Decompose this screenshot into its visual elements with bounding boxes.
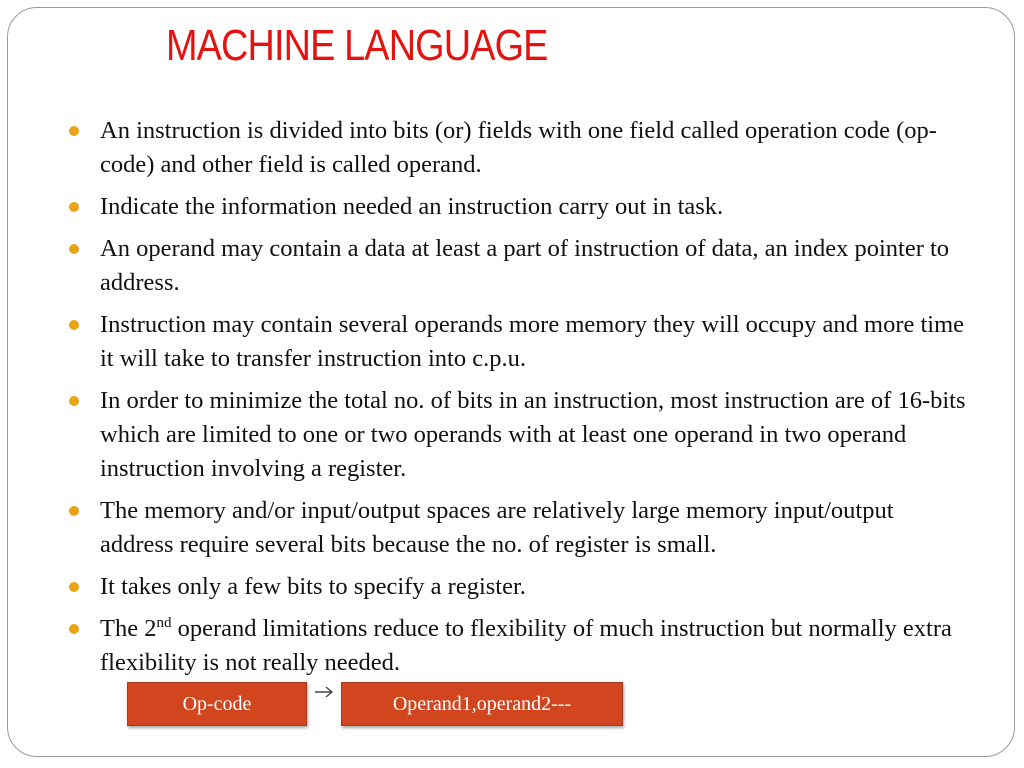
slide-title: MACHINE LANGUAGE xyxy=(166,21,548,70)
arrow-right-icon xyxy=(313,684,335,700)
bullet-list xyxy=(66,114,971,688)
bullet-item xyxy=(66,384,971,486)
bullet-text: Instruction may contain several operands more memory they will occupy and more time it will take to transfer instruction into c.p.u. xyxy=(100,311,965,372)
operand-label: Operand1,operand2--- xyxy=(392,692,572,715)
bullet-text: An operand may contain a data at least a part of instruction of data, an index pointer to address. xyxy=(100,235,950,296)
operand-box xyxy=(341,682,623,726)
bullet-dot-icon xyxy=(69,320,79,330)
bullet-item xyxy=(66,190,971,224)
bullet-dot-icon xyxy=(69,506,79,516)
bullet-item xyxy=(66,308,971,376)
bullet-dot-icon xyxy=(69,126,79,136)
bullet-item xyxy=(66,494,971,562)
bullet-dot-icon xyxy=(69,202,79,212)
bullet-text-prefix: The 2 xyxy=(100,615,157,642)
bullet-item xyxy=(66,114,971,182)
slide-frame xyxy=(7,7,1015,757)
opcode-box xyxy=(127,682,307,726)
bullet-text: It takes only a few bits to specify a register. xyxy=(100,573,526,600)
bullet-dot-icon xyxy=(69,582,79,592)
bullet-item xyxy=(66,232,971,300)
bullet-text: The memory and/or input/output spaces are relatively large memory input/output address require several bits because the no. of register is small. xyxy=(100,497,894,558)
bullet-dot-icon xyxy=(69,624,79,634)
bullet-text-suffix: operand limitations reduce to flexibility of much instruction but normally extra flexibility is not really needed. xyxy=(100,615,952,676)
bullet-dot-icon xyxy=(69,244,79,254)
bullet-item-last xyxy=(66,612,971,680)
ordinal-superscript: nd xyxy=(156,615,172,631)
bullet-text: Indicate the information needed an instruction carry out in task. xyxy=(100,193,724,220)
bullet-item xyxy=(66,570,971,604)
bullet-text: An instruction is divided into bits (or) fields with one field called operation code (op-code) and other field is called operand. xyxy=(100,117,937,178)
bullet-dot-icon xyxy=(69,396,79,406)
opcode-label: Op-code xyxy=(182,692,252,715)
bullet-text: In order to minimize the total no. of bits in an instruction, most instruction are of 16-bits which are limited to one or two operands with at least one operand in two operand instruction involving a register. xyxy=(100,387,966,482)
